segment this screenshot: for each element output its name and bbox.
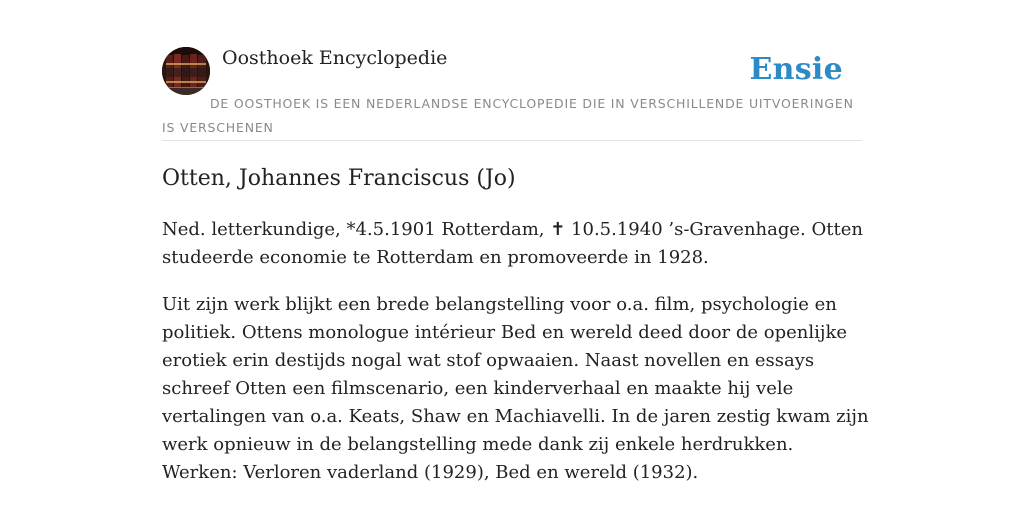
brand-logo-link[interactable]: Ensie: [749, 52, 843, 87]
article-title: Otten, Johannes Franciscus (Jo): [162, 166, 516, 191]
article-paragraph: Uit zijn werk blijkt een brede belangstelling voor o.a. film, psychologie en politiek. Ottens monologue intérieur Bed en wereld deed door de openlijke erotiek erin destijds nogal wat stof opwaaien. Naast novellen en essays schreef Otten een filmscenario, een kinderverhaal en maakte hij vele vertalingen van o.a. Keats, Shaw en Machiavelli. In de jaren zestig kwam zijn werk opnieuw in de belangstelling mede dank zij enkele herdrukken. Werken: Verloren vaderland (1929), Bed en wereld (1932).: [162, 294, 869, 483]
article-paragraph: Ned. letterkundige, *4.5.1901 Rotterdam, ✝ 10.5.1940 ’s-Gravenhage. Otten studeerde economie te Rotterdam en promoveerde in 1928.: [162, 219, 863, 268]
avatar-image: [162, 47, 210, 95]
site-tagline: DE OOSTHOEK IS EEN NEDERLANDSE ENCYCLOPEDIE DIE IN VERSCHILLENDE UITVOERINGEN IS VERSCHENEN: [162, 96, 854, 135]
article-body: [162, 216, 872, 487]
site-header: [162, 46, 862, 141]
site-name[interactable]: Oosthoek Encyclopedie: [222, 47, 448, 69]
encyclopedia-books-icon[interactable]: [162, 47, 210, 95]
